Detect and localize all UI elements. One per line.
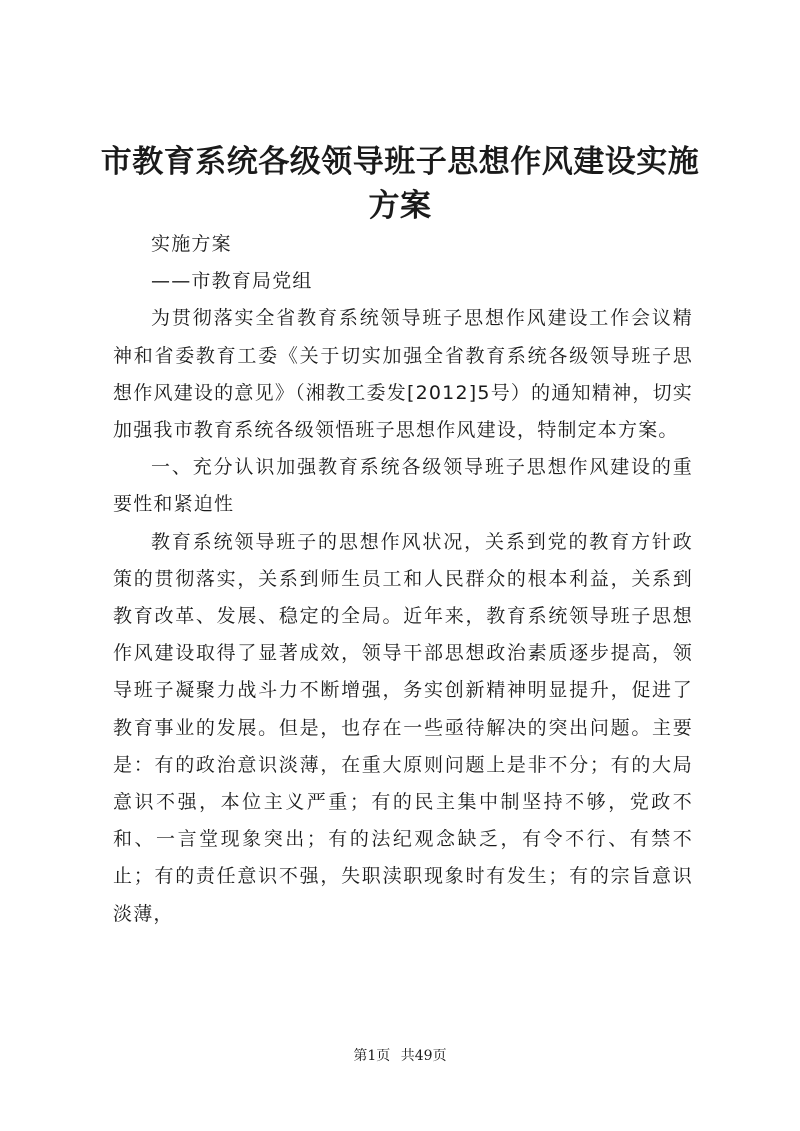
document-title: 市教育系统各级领导班子思想作风建设实施方案 bbox=[100, 144, 700, 224]
document-body bbox=[113, 226, 693, 933]
page-footer bbox=[0, 1046, 800, 1066]
author-line: ——市教育局党组 bbox=[151, 270, 313, 293]
paragraph: 教育系统领导班子的思想作风状况，关系到党的教育方针政策的贯彻落实，关系到师生员工和人民群众的根本利益，关系到教育改革、发展、稳定的全局。近年来，教育系统领导班子思想作风建设取得了显著成效，领导干部思想政治素质逐步提高，领导班子凝聚力战斗力不断增强，务实创新精神明显提升，促进了教育事业的发展。但是，也存在一些亟待解决的突出问题。主要是：有的政治意识淡薄，在重大原则问题上是非不分；有的大局意识不强，本位主义严重；有的民主集中制坚持不够，党政不和、一言堂现象突出；有的法纪观念缺乏，有令不行、有禁不止；有的责任意识不强，失职渎职现象时有发生；有的宗旨意识淡薄， bbox=[113, 530, 693, 925]
section-heading: 一、充分认识加强教育系统各级领导班子思想作风建设的重要性和紧迫性 bbox=[113, 456, 693, 516]
page-total: 共49页 bbox=[400, 1048, 447, 1064]
subtitle: 实施方案 bbox=[151, 233, 232, 255]
page-number: 第1页 bbox=[353, 1048, 391, 1064]
paragraph: 为贯彻落实全省教育系统领导班子思想作风建设工作会议精神和省委教育工委《关于切实加强全省教育系统各级领导班子思想作风建设的意见》（湘教工委发[2012]5号）的通知精神，切实加强我市教育系统各级领悟班子思想作风建设，特制定本方案。 bbox=[113, 307, 693, 442]
